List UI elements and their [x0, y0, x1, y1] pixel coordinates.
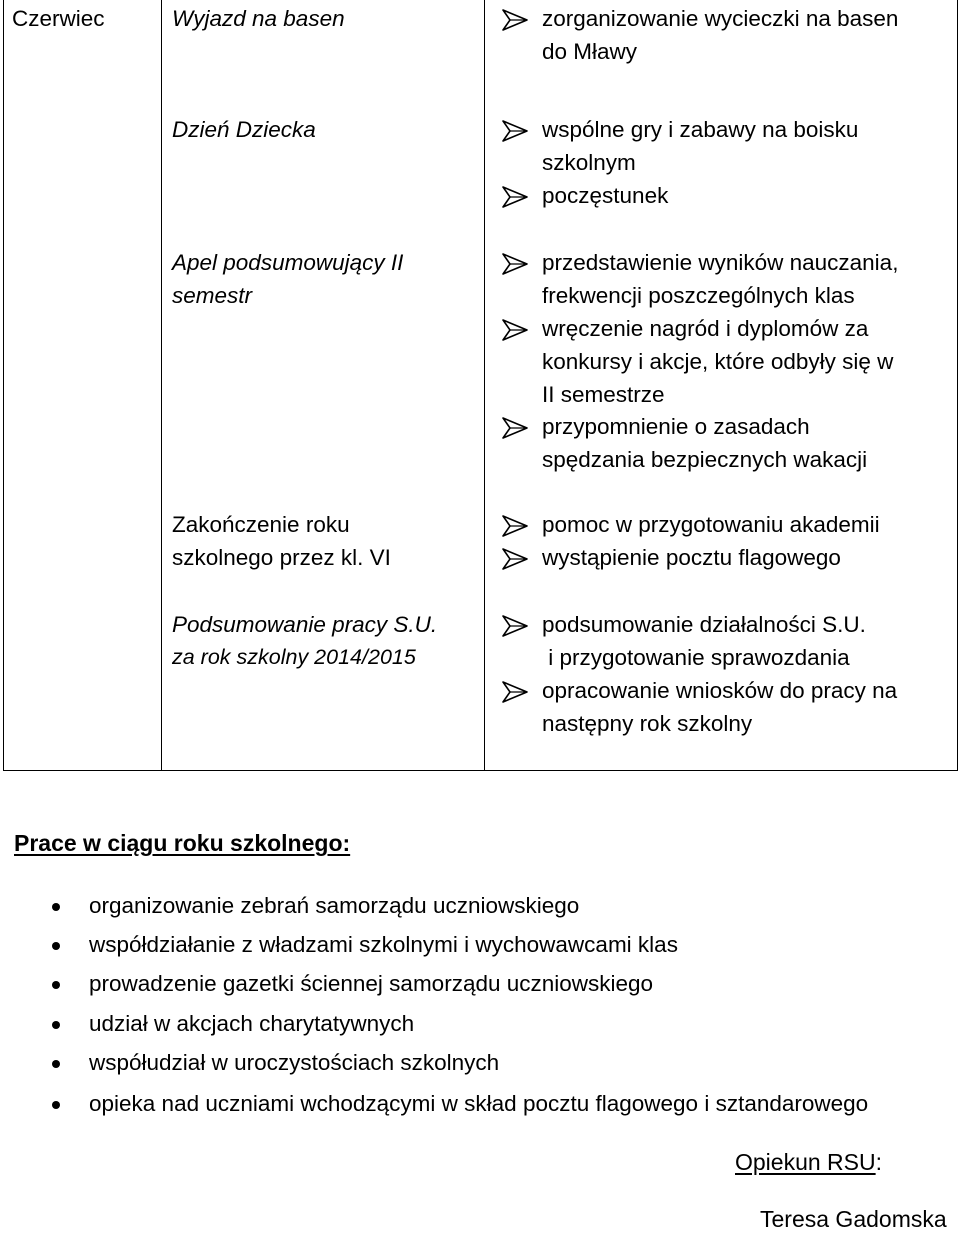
activity-line: zorganizowanie wycieczki na basen [542, 6, 899, 31]
activity-text [542, 113, 858, 179]
arrowhead-icon [501, 513, 529, 535]
task-text: organizowanie zebrań samorządu uczniowskiego [89, 893, 580, 918]
signature-label-text: Opiekun RSU [735, 1149, 876, 1175]
column-divider [484, 0, 485, 770]
arrowhead-icon [501, 415, 529, 437]
bullet-icon [52, 1021, 60, 1029]
event-line: Apel podsumowujący II [172, 250, 404, 275]
activity-text [542, 312, 893, 411]
event-line: Wyjazd na basen [172, 6, 345, 31]
activity-text [542, 541, 841, 574]
activity-line: wspólne gry i zabawy na boisku [542, 117, 859, 142]
activity-line: i przygotowanie sprawozdania [542, 645, 850, 670]
event-cell [172, 2, 345, 35]
activity-line: II semestrze [542, 382, 665, 407]
activity-line: poczęstunek [542, 183, 669, 208]
activity-text [542, 246, 898, 312]
activity-line: podsumowanie działalności S.U. [542, 612, 866, 637]
activity-line: przedstawienie wyników nauczania, [542, 250, 899, 275]
activity-line: spędzania bezpiecznych wakacji [542, 447, 868, 472]
activity-text [542, 608, 866, 674]
arrowhead-icon [501, 251, 529, 273]
task-text: opieka nad uczniami wchodzącymi w skład pocztu flagowego i sztandarowego [89, 1091, 869, 1116]
activity-line: opracowanie wniosków do pracy na [542, 678, 898, 703]
activity-line: wręczenie nagród i dyplomów za [542, 316, 869, 341]
activity-line: przypomnienie o zasadach [542, 414, 810, 439]
bullet-icon [52, 981, 60, 989]
activity-text [542, 508, 880, 541]
bullet-icon [52, 1101, 60, 1109]
activity-line: szkolnym [542, 150, 636, 175]
column-divider [161, 0, 162, 770]
activity-line: pomoc w przygotowaniu akademii [542, 512, 880, 537]
activity-text [542, 179, 668, 212]
task-text: współudział w uroczystościach szkolnych [89, 1050, 500, 1075]
activity-line: wystąpienie pocztu flagowego [542, 545, 841, 570]
task-text: udział w akcjach charytatywnych [89, 1011, 415, 1036]
event-cell [172, 113, 316, 146]
event-line: za rok szkolny 2014/2015 [172, 645, 416, 669]
task-text: prowadzenie gazetki ściennej samorządu uczniowskiego [89, 971, 654, 996]
signature-label [735, 1149, 882, 1176]
event-cell [172, 246, 403, 312]
activity-text [542, 2, 898, 68]
signature-colon: : [875, 1149, 883, 1175]
activity-text [542, 674, 897, 740]
arrowhead-icon [501, 613, 529, 635]
event-line: Podsumowanie pracy S.U. [172, 612, 438, 637]
arrowhead-icon [501, 546, 529, 568]
arrowhead-icon [501, 317, 529, 339]
arrowhead-icon [501, 118, 529, 140]
event-cell [172, 608, 437, 674]
event-line: Dzień Dziecka [172, 117, 316, 142]
bullet-icon [52, 942, 60, 950]
event-cell [172, 508, 391, 574]
activity-line: konkursy i akcje, które odbyły się w [542, 349, 894, 374]
month-cell: Czerwiec [12, 6, 105, 31]
arrowhead-icon [501, 184, 529, 206]
activity-line: następny rok szkolny [542, 711, 753, 736]
activity-line: do Mławy [542, 39, 638, 64]
activity-line: frekwencji poszczególnych klas [542, 283, 855, 308]
event-line: Zakończenie roku [172, 512, 350, 537]
signature-name: Teresa Gadomska [760, 1206, 947, 1232]
event-line: semestr [172, 283, 253, 308]
activity-text [542, 410, 867, 476]
bullet-icon [52, 903, 60, 911]
arrowhead-icon [501, 679, 529, 701]
section-heading: Prace w ciągu roku szkolnego: [14, 830, 351, 856]
bullet-icon [52, 1060, 60, 1068]
arrowhead-icon [501, 7, 529, 29]
event-line: szkolnego przez kl. VI [172, 545, 391, 570]
task-text: współdziałanie z władzami szkolnymi i wychowawcami klas [89, 932, 678, 957]
